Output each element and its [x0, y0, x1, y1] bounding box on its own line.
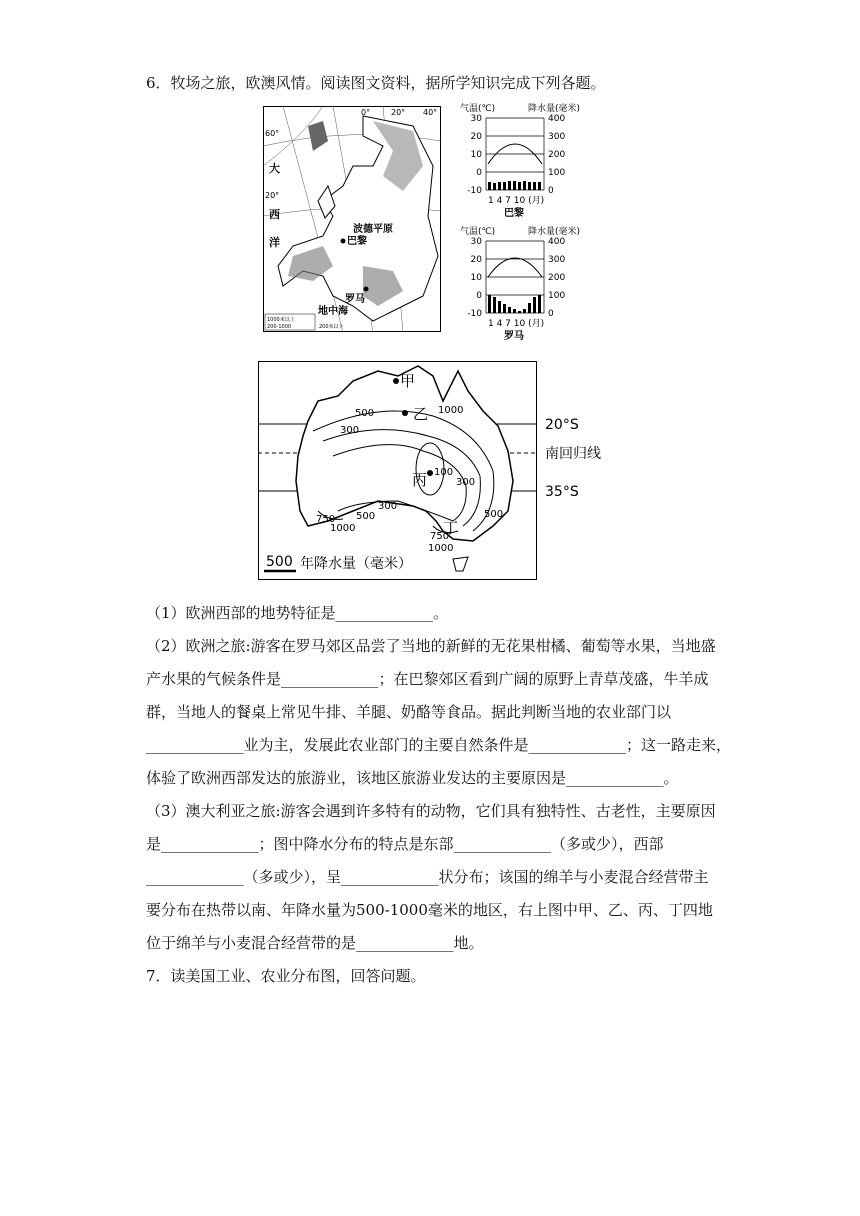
precip-bars: [488, 181, 541, 190]
precip-tick: 400: [548, 114, 566, 124]
map-label-rome: 罗马: [345, 294, 365, 305]
q6-part3-line: （3）澳大利亚之旅:游客会遇到许多特有的动物，它们具有独特性、古老性，主要原因: [146, 802, 716, 820]
lat-label-20s: 20°S: [545, 417, 579, 433]
precip-tick: 400: [548, 237, 566, 247]
month-axis: 1 4 7 10 (月): [488, 196, 545, 206]
precip-tick: 200: [548, 150, 566, 160]
map-label-plain: 波德平原: [353, 224, 393, 235]
lat-label-tropic: 南回归线: [545, 446, 601, 462]
legend-item: 200米以下: [319, 324, 344, 330]
isoline-label: 500: [355, 408, 375, 419]
map-label: 20°: [391, 108, 406, 117]
legend-value: 500: [266, 554, 293, 570]
isoline-label: 300: [378, 501, 398, 512]
australia-map: [258, 361, 610, 581]
chart-city: 罗马: [504, 331, 524, 342]
isoline-label: 100: [434, 467, 454, 478]
precip-tick: 100: [548, 168, 566, 178]
map-label-paris: 巴黎: [347, 236, 367, 247]
europe-map: [263, 106, 441, 332]
isoline-label: 1000: [428, 543, 454, 554]
point-label: 甲: [400, 372, 416, 390]
isoline-label: 750: [316, 514, 336, 525]
q6-part1: （1）欧洲西部的地势特征是_____________。: [146, 604, 449, 622]
map-label: 0°: [361, 108, 371, 117]
point-label: 丁: [443, 519, 459, 537]
point-bing: [427, 470, 433, 476]
legend-item: 1000米以上: [267, 317, 295, 323]
chart-city: 巴黎: [504, 208, 524, 219]
question-7-title: 7．读美国工业、农业分布图，回答问题。: [146, 967, 426, 985]
precip-tick: 0: [548, 186, 554, 196]
precip-tick: 200: [548, 273, 566, 283]
temp-tick: 20: [470, 132, 482, 142]
isoline-label: 500: [484, 509, 504, 520]
map-label: 大: [269, 162, 280, 175]
temp-tick: 10: [470, 273, 482, 283]
map-label: 60°: [265, 129, 280, 138]
temp-tick: 10: [470, 150, 482, 160]
isoline-label: 500: [356, 511, 376, 522]
temp-tick: 0: [476, 291, 482, 301]
map-label: 西: [269, 208, 280, 221]
temp-tick: 20: [470, 255, 482, 265]
map-label-sea: 地中海: [318, 306, 348, 317]
q6-part3-line: 是_____________；图中降水分布的特点是东部_____________（多或少），西部: [146, 835, 664, 853]
precip-tick: 300: [548, 132, 566, 142]
precip-tick: 0: [548, 309, 554, 319]
temp-tick: 30: [470, 237, 482, 247]
rome-dot: [364, 287, 369, 292]
point-label: 丙: [412, 471, 428, 489]
temp-axis-label: 气温(℃): [460, 104, 496, 114]
isoline-label: 300: [456, 477, 476, 488]
temp-tick: 0: [476, 168, 482, 178]
question-6-title: 6．牧场之旅，欧澳风情。阅读图文资料，据所学知识完成下列各题。: [146, 74, 606, 92]
q6-part3-line: 位于绵羊与小麦混合经营带的是_____________地。: [146, 934, 484, 952]
legend-item: 200-1000: [267, 324, 292, 330]
q6-part2-line: （2）欧洲之旅:游客在罗马郊区品尝了当地的新鲜的无花果柑橘、葡萄等水果，当地盛: [146, 637, 716, 655]
isoline-label: 300: [340, 425, 360, 436]
q6-part3-line: 要分布在热带以南、年降水量为500-1000毫米的地区，右上图中甲、乙、丙、丁四地: [146, 901, 713, 919]
q6-part2-line: 产水果的气候条件是_____________；在巴黎郊区看到广阔的原野上青草茂盛，牛羊成: [146, 670, 709, 688]
rome-climate-chart: [458, 225, 590, 343]
q6-part2-line: _____________业为主，发展此农业部门的主要自然条件是_____________；这一路走来，: [146, 736, 732, 754]
precip-tick: 100: [548, 291, 566, 301]
precip-tick: 300: [548, 255, 566, 265]
temp-axis-label: 气温(℃): [460, 227, 496, 237]
point-label: 乙: [413, 405, 429, 423]
map-label: 洋: [269, 236, 280, 249]
precip-axis-label: 降水量(毫米): [528, 227, 581, 237]
isoline-label: 1000: [330, 523, 356, 534]
temp-tick: -10: [467, 309, 482, 319]
map-label: 40°: [423, 108, 438, 117]
point-jia: [393, 378, 399, 384]
month-axis: 1 4 7 10 (月): [488, 319, 545, 329]
map-label: 20°: [265, 191, 280, 200]
point-yi: [402, 410, 408, 416]
isoline-label: 1000: [438, 405, 464, 416]
temperature-curve: [488, 258, 542, 277]
precip-axis-label: 降水量(毫米): [528, 104, 581, 114]
q6-part3-line: _____________（多或少），呈_____________状分布；该国的绵羊与小麦混合经营带主: [146, 868, 709, 886]
q6-part2-line: 体验了欧洲西部发达的旅游业，该地区旅游业发达的主要原因是_____________。: [146, 769, 679, 787]
isoline-label: 750: [430, 531, 450, 542]
legend-text: 年降水量（毫米）: [300, 556, 412, 572]
paris-climate-chart: [458, 102, 590, 220]
paris-dot: [341, 239, 346, 244]
temp-tick: -10: [467, 186, 482, 196]
q6-part2-line: 群，当地人的餐桌上常见牛排、羊腿、奶酪等食品。据此判断当地的农业部门以: [146, 703, 672, 721]
temp-tick: 30: [470, 114, 482, 124]
precip-bars: [488, 295, 541, 313]
lat-label-35s: 35°S: [545, 484, 579, 500]
